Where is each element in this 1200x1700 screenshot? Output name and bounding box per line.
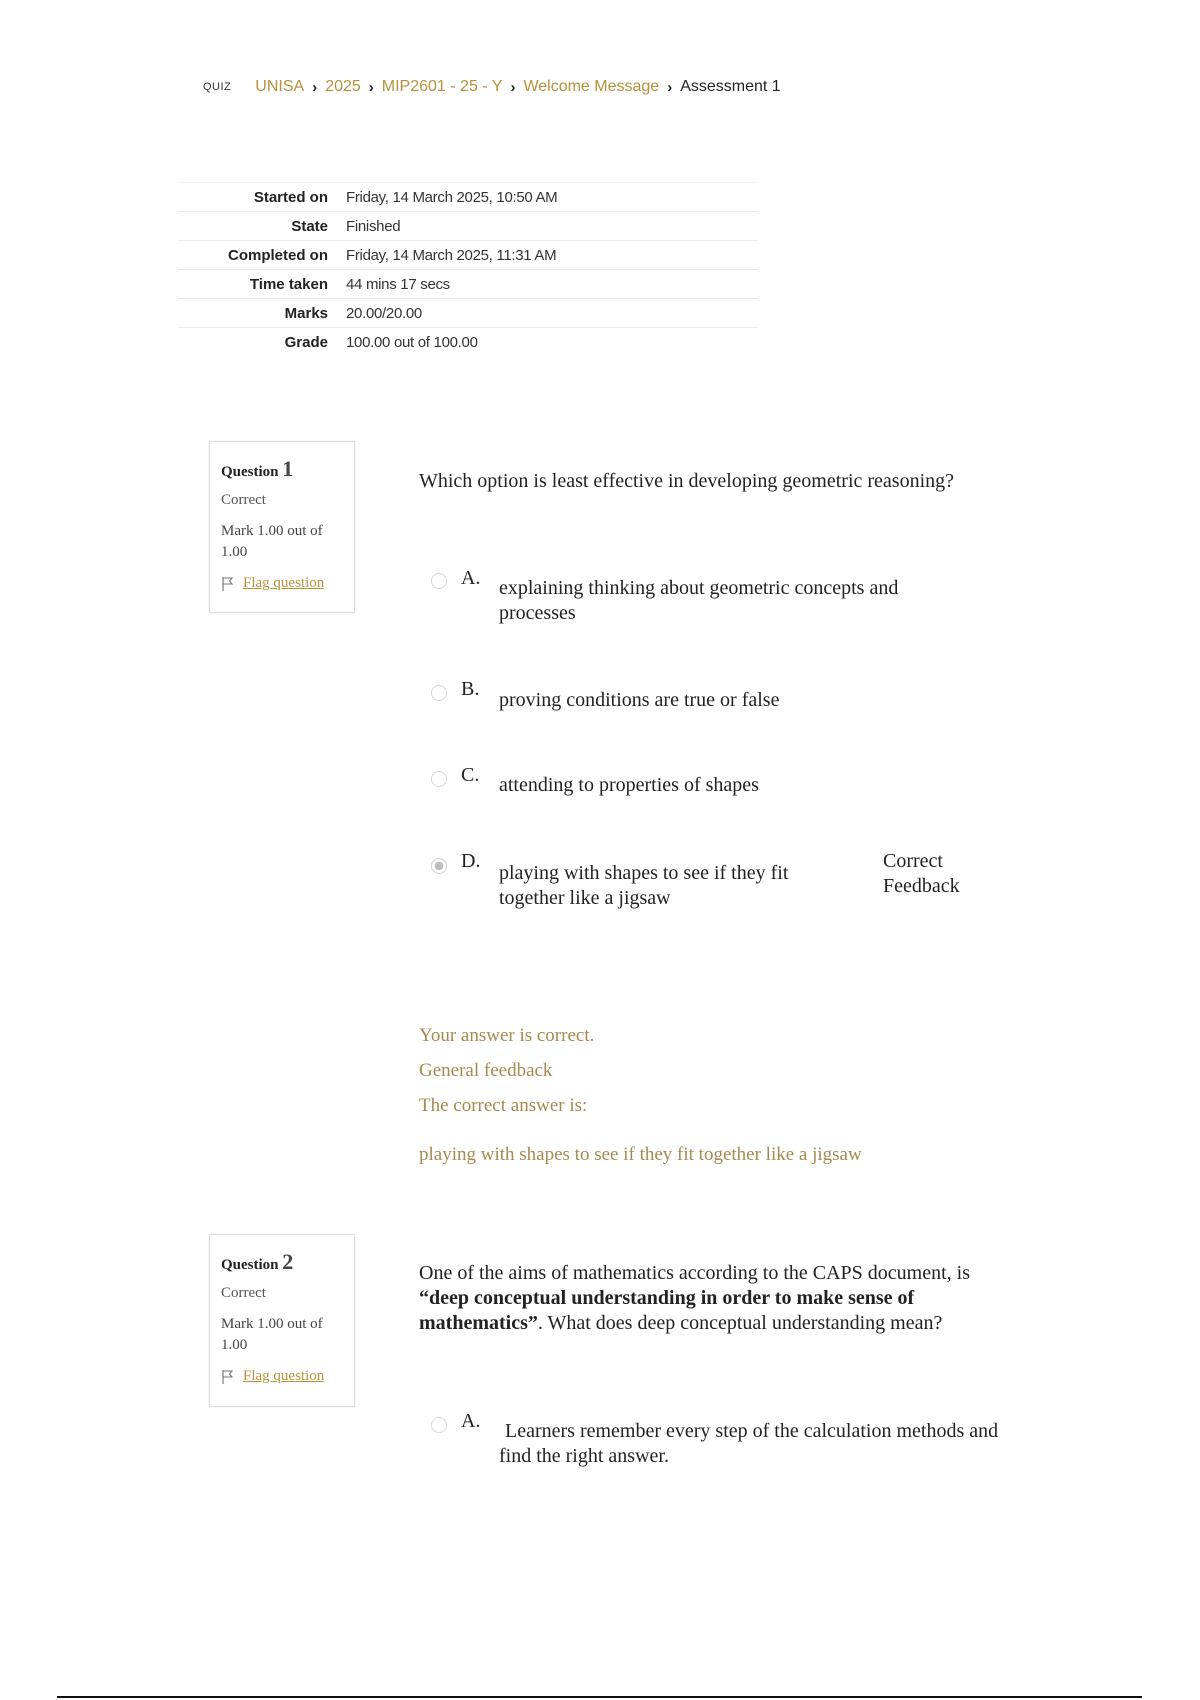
option-c-text[interactable]: attending to properties of shapes bbox=[499, 774, 759, 796]
option-a-radio[interactable] bbox=[431, 1417, 447, 1433]
summary-label: Time taken bbox=[178, 270, 346, 299]
chevron-right-icon: › bbox=[510, 78, 516, 96]
question-2-text-part: . What does deep conceptual understanding mean? bbox=[537, 1312, 943, 1334]
question-number: 1 bbox=[282, 456, 294, 481]
breadcrumb-current: Assessment 1 bbox=[680, 78, 781, 95]
option-a-letter: A. bbox=[461, 567, 481, 589]
summary-row-marks bbox=[178, 299, 758, 328]
flag-question-link[interactable]: Flag question bbox=[243, 1368, 325, 1384]
chevron-right-icon: › bbox=[312, 78, 318, 96]
breadcrumb-link-year[interactable]: 2025 bbox=[325, 78, 361, 95]
question-title: Question 1 bbox=[221, 456, 294, 481]
summary-value: 20.00/20.00 bbox=[346, 299, 758, 328]
answer-feedback: Your answer is correct. bbox=[419, 1025, 595, 1046]
question-mark: Mark 1.00 out of 1.00 bbox=[221, 523, 323, 560]
flag-icon bbox=[221, 1369, 235, 1385]
attempt-summary-table bbox=[178, 182, 758, 356]
summary-label: Marks bbox=[178, 299, 346, 328]
flag-question-button[interactable] bbox=[221, 575, 344, 592]
breadcrumb-quiz-label: QUIZ bbox=[203, 81, 232, 93]
summary-label: Completed on bbox=[178, 241, 346, 270]
option-b-radio[interactable] bbox=[431, 685, 447, 701]
summary-value: 100.00 out of 100.00 bbox=[346, 328, 758, 357]
option-feedback: Correct Feedback bbox=[883, 850, 960, 897]
breadcrumb-link-unisa[interactable]: UNISA bbox=[255, 78, 305, 95]
option-a-text[interactable]: explaining thinking about geometric concepts and processes bbox=[499, 577, 899, 624]
page-bottom-rule bbox=[57, 1696, 1142, 1698]
summary-value: 44 mins 17 secs bbox=[346, 270, 758, 299]
chevron-right-icon: › bbox=[667, 78, 673, 96]
option-b-text[interactable]: proving conditions are true or false bbox=[499, 689, 780, 711]
flag-question-link[interactable]: Flag question bbox=[243, 575, 325, 591]
question-2-text-part: One of the aims of mathematics according to the CAPS document, is bbox=[419, 1262, 970, 1284]
option-c-radio[interactable] bbox=[431, 771, 447, 787]
flag-question-button[interactable] bbox=[221, 1368, 344, 1385]
summary-row-state bbox=[178, 212, 758, 241]
option-d-text[interactable]: playing with shapes to see if they fit together like a jigsaw bbox=[499, 862, 789, 909]
chevron-right-icon: › bbox=[368, 78, 374, 96]
question-title: Question 2 bbox=[221, 1249, 294, 1274]
option-d-radio[interactable] bbox=[431, 858, 447, 874]
question-2-text-bold: “deep conceptual understanding in order to make sense of mathematics” bbox=[419, 1287, 915, 1334]
summary-row-time-taken bbox=[178, 270, 758, 299]
summary-row-started bbox=[178, 183, 758, 212]
summary-label: Grade bbox=[178, 328, 346, 357]
correct-answer: playing with shapes to see if they fit together like a jigsaw bbox=[419, 1144, 862, 1165]
summary-value: Friday, 14 March 2025, 11:31 AM bbox=[346, 241, 758, 270]
breadcrumb-link-course[interactable]: MIP2601 - 25 - Y bbox=[381, 78, 503, 95]
question-state: Correct bbox=[221, 492, 266, 508]
summary-row-grade bbox=[178, 328, 758, 357]
question-1-text: Which option is least effective in developing geometric reasoning? bbox=[419, 470, 955, 492]
summary-label: Started on bbox=[178, 183, 346, 212]
question-2-info bbox=[209, 1234, 355, 1407]
option-a-radio[interactable] bbox=[431, 573, 447, 589]
question-1-info bbox=[209, 441, 355, 613]
general-feedback-label: General feedback bbox=[419, 1060, 553, 1081]
summary-label: State bbox=[178, 212, 346, 241]
summary-value: Friday, 14 March 2025, 10:50 AM bbox=[346, 183, 758, 212]
option-d-letter: D. bbox=[461, 850, 481, 872]
option-a-text[interactable]: Learners remember every step of the calculation methods and find the right answer. bbox=[499, 1420, 999, 1467]
flag-icon bbox=[221, 576, 235, 592]
question-state: Correct bbox=[221, 1285, 266, 1301]
breadcrumb-link-welcome[interactable]: Welcome Message bbox=[523, 78, 660, 95]
option-b-letter: B. bbox=[461, 678, 480, 700]
summary-row-completed bbox=[178, 241, 758, 270]
option-a-letter: A. bbox=[461, 1410, 481, 1432]
question-2-text bbox=[419, 1261, 1009, 1336]
summary-value: Finished bbox=[346, 212, 758, 241]
question-mark: Mark 1.00 out of 1.00 bbox=[221, 1316, 323, 1353]
question-number: 2 bbox=[282, 1249, 294, 1274]
correct-answer-label: The correct answer is: bbox=[419, 1095, 588, 1116]
option-c-letter: C. bbox=[461, 764, 480, 786]
breadcrumb bbox=[203, 78, 781, 96]
